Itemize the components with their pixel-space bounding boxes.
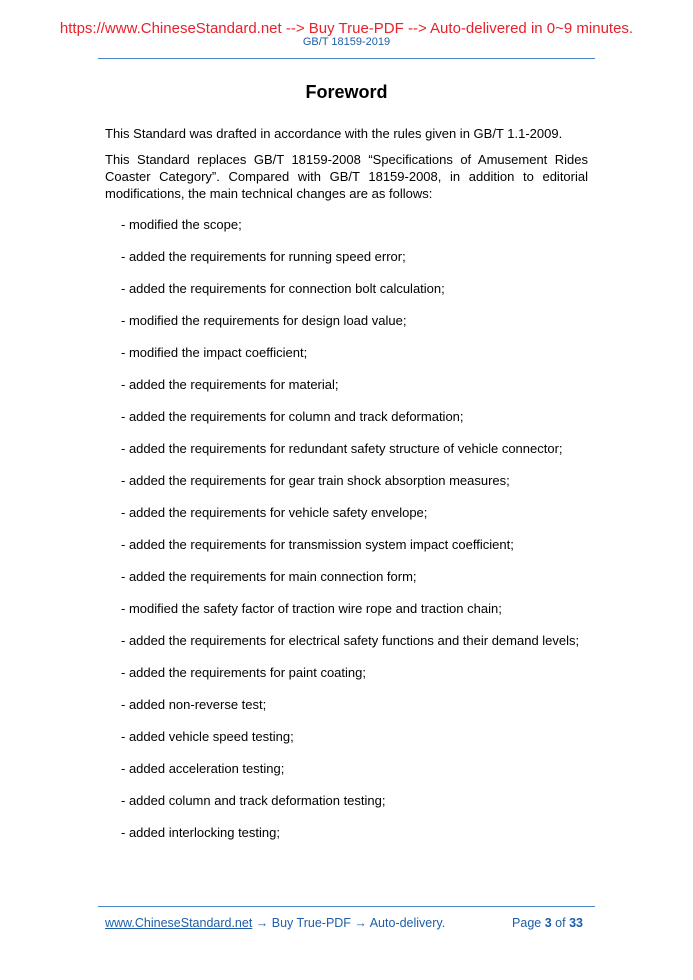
list-item: - added the requirements for material;: [121, 377, 339, 392]
page-current: 3: [544, 916, 552, 930]
list-item: - added the requirements for running speed error;: [121, 249, 406, 264]
list-item: - added interlocking testing;: [121, 825, 280, 840]
replacement-paragraph: This Standard replaces GB/T 18159-2008 “Specifications of Amusement Rides Coaster Category”. Compared with GB/T 18159-2008, in addition to editorial modifications, the main technical changes are as follows:: [105, 152, 588, 201]
footer-source: [105, 916, 445, 930]
list-item: - added column and track deformation testing;: [121, 793, 386, 808]
foreword-body: [105, 125, 588, 856]
changes-list: [105, 216, 588, 841]
footer-divider: [98, 906, 595, 907]
page-title: Foreword: [305, 82, 388, 102]
list-item: - added non-reverse test;: [121, 697, 267, 712]
list-item: - modified the safety factor of traction wire rope and traction chain;: [121, 601, 502, 616]
source-banner[interactable]: https://www.ChineseStandard.net --> Buy True-PDF --> Auto-delivered in 0~9 minutes.: [59, 20, 634, 37]
header-divider: [98, 58, 595, 59]
list-item: - added acceleration testing;: [121, 761, 285, 776]
list-item: - added the requirements for redundant safety structure of vehicle connector;: [121, 441, 563, 456]
list-item: - added the requirements for column and track deformation;: [121, 409, 464, 424]
list-item: - added the requirements for paint coating;: [121, 665, 366, 680]
list-item: - added the requirements for transmission system impact coefficient;: [121, 537, 514, 552]
footer-link[interactable]: www.ChineseStandard.net: [105, 916, 253, 930]
document-code: GB/T 18159-2019: [302, 36, 391, 48]
list-item: - added the requirements for vehicle safety envelope;: [121, 505, 428, 520]
list-item: - added the requirements for gear train shock absorption measures;: [121, 473, 510, 488]
list-item: - modified the impact coefficient;: [121, 345, 308, 360]
page-number: [512, 916, 583, 930]
list-item: - added vehicle speed testing;: [121, 729, 294, 744]
intro-paragraph: This Standard was drafted in accordance with the rules given in GB/T 1.1-2009.: [105, 126, 563, 141]
page-label: Page: [512, 916, 542, 930]
list-item: - modified the scope;: [121, 217, 242, 232]
list-item: - added the requirements for main connection form;: [121, 569, 417, 584]
page-total: 33: [569, 916, 583, 930]
list-item: - modified the requirements for design load value;: [121, 313, 407, 328]
page-of-label: of: [555, 916, 566, 930]
list-item: - added the requirements for connection bolt calculation;: [121, 281, 445, 296]
footer-tail-text: → Buy True-PDF → Auto-delivery.: [252, 916, 446, 930]
list-item: - added the requirements for electrical safety functions and their demand levels;: [121, 633, 580, 648]
